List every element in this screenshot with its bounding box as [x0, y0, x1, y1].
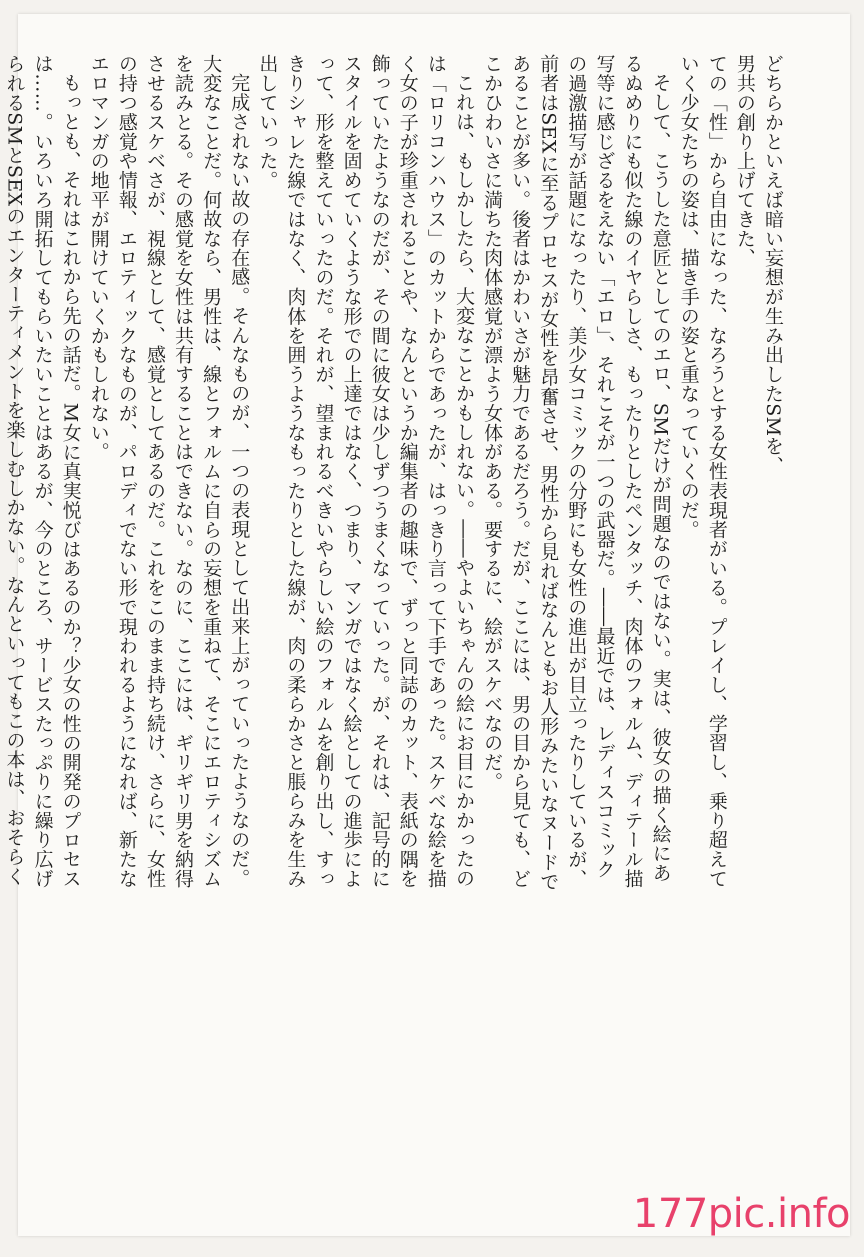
paragraph: もっとも、それはこれから先の話だ。M女に真実悦びはあるのか？少女の性の開発のプロセスは……。いろいろ開拓してもらいたいことはあるが、今のところ、サービスたっぷりに繰り広げられるSMとSEXのエンターティメントを楽しむしかない。なんといってもこの本は、おそらく	[3, 54, 82, 889]
book-page	[3, 14, 850, 1236]
paragraph: そして、こうした意匠としてのエロ、SMだけが問題なのではない。実は、彼女の描く絵にあるぬめりにも似た線のイヤらしさ、もったりとしたペンタッチ、肉体のフォルム、ディテール描写等に感じざるをえない「エロ」、それこそが一つの武器だ。――最近では、レディスコミックの過激描写が話題になったり、美少女コミックの分野にも女性の進出が目立ったりしているが、前者はSEXに至るプロセスが女性を昂奮させ、男性から見ればなんともお人形みたいなヌードであることが多い。後者はかわいさが魅力であるだろう。だが、ここには、男の目から見ても、どこかひわいさに満ちた肉体感覚が漂よう女体がある。要するに、絵がスケベなのだ。	[481, 54, 672, 892]
site-watermark: 177pic.info	[632, 1191, 850, 1237]
paragraph: 男共の創り上げてきた、	[733, 54, 756, 268]
paragraph: 完成されない故の存在感。そんなものが、一つの表現として出来上がっていったようなのだ。大変なことだ。何故なら、男性は、線とフォルムに自らの妄想を重ねて、そこにエロティシズムを読みとる。その感覚を女性は共有することはできない。なのに、ここには、ギリギリ男を納得させるスケベさが、視線として、感覚としてあるのだ。これをこのまま持ち続け、さらに、女性の持つ感覚や情報、エロティックなものが、パロディでない形で現われるようになれば、新たなエロマンガの地平が開けていくかもしれない。	[87, 54, 251, 889]
paragraph: これは、もしかしたら、大変なことかもしれない。――やよいちゃんの絵にお目にかかったのは「ロリコンハウス」のカットからであったが、はっきり言って下手であった。スケベな絵を描く女の子が珍重されることや、なんというか編集者の趣味で、ずっと同誌のカット、表紙の隅を飾っていたようなのだが、その間に彼女は少しずつうまくなっていった。が、それは、記号的にスタイルを固めていくような形での上達ではなく、つまり、マンガではなく絵としての進歩によって、形を整えていったのだ。それが、望まれるべきいやらしい絵のフォルムを創り出し、すっきりシャレた線ではなく、肉体を囲うようなもったりとした線が、肉の柔らかさと脹らみを生み出していった。	[256, 54, 475, 889]
paragraph: ての「性」から自由になった、なろうとする女性表現者がいる。プレイし、学習し、乗り超えていく少女たちの姿は、描き手の姿と重なっていくのだ。	[677, 54, 728, 889]
paragraph: どちらかといえば暗い妄想が生み出したSMを、	[762, 54, 784, 476]
vertical-text-block	[0, 54, 787, 894]
